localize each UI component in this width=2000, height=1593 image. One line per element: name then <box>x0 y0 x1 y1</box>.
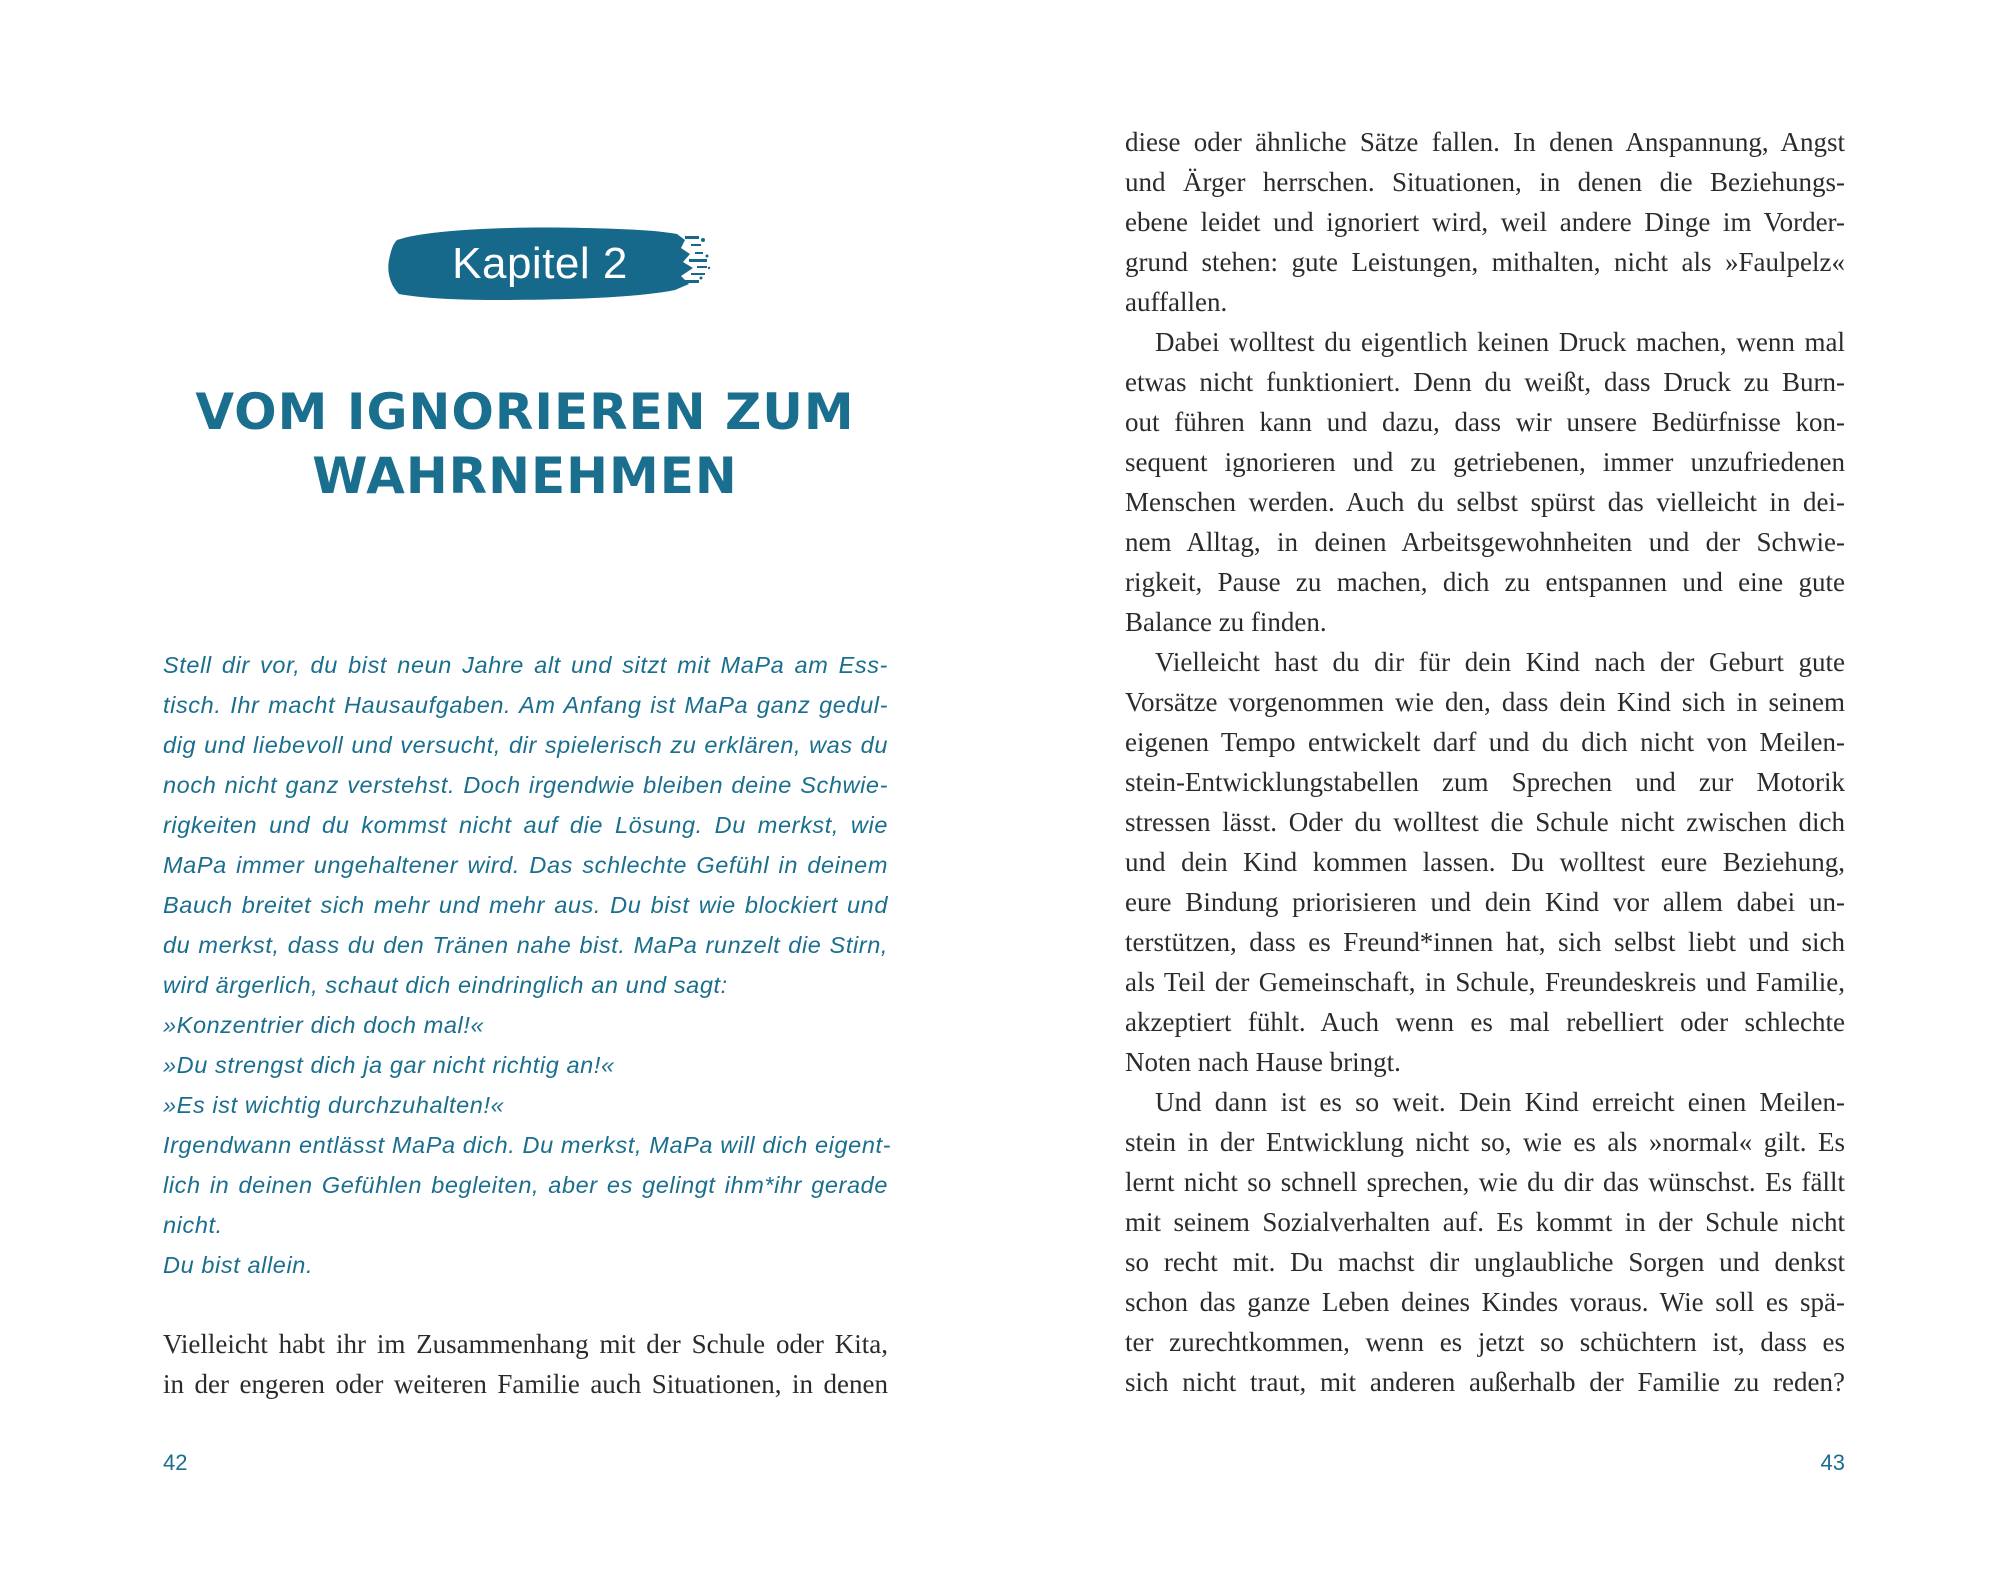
body-line: out führen kann und dazu, dass wir unsere Bedürfnisse kon- <box>1125 407 1845 437</box>
body-line: und Ärger herrschen. Situationen, in denen die Beziehungs- <box>1125 167 1845 197</box>
body-line: Vielleicht hast du dir für dein Kind nach der Geburt gute <box>1155 647 1845 677</box>
intro-line: lich in deinen Gefühlen begleiten, aber es gelingt ihm*ihr gerade <box>163 1172 888 1198</box>
body-line: sequent ignorieren und zu getriebenen, immer unzufriedenen <box>1125 447 1845 477</box>
body-line: stein in der Entwicklung nicht so, wie es als »normal« gilt. Es <box>1125 1127 1845 1157</box>
body-line: mit seinem Sozialverhalten auf. Es kommt in der Schule nicht <box>1125 1207 1845 1237</box>
body-line: auffallen. <box>1125 287 1228 317</box>
body-line: ter zurechtkommen, wenn es jetzt so schüchtern ist, dass es <box>1125 1327 1845 1357</box>
quote-line: »Du strengst dich ja gar nicht richtig an!« <box>163 1052 615 1078</box>
body-line: Vielleicht habt ihr im Zusammenhang mit der Schule oder Kita, <box>163 1329 888 1359</box>
body-line: eure Bindung priorisieren und dein Kind vor allem dabei un- <box>1125 887 1845 917</box>
intro-line: tisch. Ihr macht Hausaufgaben. Am Anfang ist MaPa ganz gedul- <box>163 692 888 718</box>
page-number: 43 <box>1820 1450 1845 1475</box>
chapter-label: Kapitel 2 <box>452 239 628 288</box>
body-line: diese oder ähnliche Sätze fallen. In denen Anspannung, Angst <box>1125 127 1845 157</box>
intro-line: Stell dir vor, du bist neun Jahre alt und sitzt mit MaPa am Ess- <box>163 652 888 678</box>
chapter-title <box>160 380 890 508</box>
body-line: nem Alltag, in deinen Arbeitsgewohnheiten und der Schwie- <box>1125 527 1845 557</box>
body-line: rigkeit, Pause zu machen, dich zu entspannen und eine gute <box>1125 567 1845 597</box>
chapter-badge <box>385 218 715 310</box>
chapter-title-line: WAHRNEHMEN <box>312 447 738 505</box>
intro-line: noch nicht ganz verstehst. Doch irgendwie bleiben deine Schwie- <box>163 772 888 798</box>
intro-line: wird ärgerlich, schaut dich eindringlich an und sagt: <box>163 972 728 998</box>
right-page <box>1000 0 2000 1593</box>
page-number: 42 <box>163 1450 188 1475</box>
body-line: Noten nach Hause bringt. <box>1125 1047 1401 1077</box>
intro-scenario <box>163 645 892 1285</box>
body-line: grund stehen: gute Leistungen, mithalten, nicht als »Faulpelz« <box>1125 247 1845 277</box>
body-line: akzeptiert fühlt. Auch wenn es mal rebelliert oder schlechte <box>1125 1007 1845 1037</box>
body-paragraph <box>163 1324 888 1404</box>
intro-line: MaPa immer ungehaltener wird. Das schlechte Gefühl in deinem <box>163 852 888 878</box>
body-line: schon das ganze Leben deines Kindes voraus. Wie soll es spä- <box>1125 1287 1845 1317</box>
body-line: terstützen, dass es Freund*innen hat, sich selbst liebt und sich <box>1125 927 1845 957</box>
intro-line: du merkst, dass du den Tränen nahe bist. MaPa runzelt die Stirn, <box>163 932 888 958</box>
body-line: Dabei wolltest du eigentlich keinen Druck machen, wenn mal <box>1155 327 1845 357</box>
intro-line: rigkeiten und du kommst nicht auf die Lösung. Du merkst, wie <box>163 812 888 838</box>
body-line: stressen lässt. Oder du wolltest die Schule nicht zwischen dich <box>1125 807 1845 837</box>
body-line: Und dann ist es so weit. Dein Kind erreicht einen Meilen- <box>1155 1087 1845 1117</box>
quote-line: »Konzentrier dich doch mal!« <box>163 1012 485 1038</box>
body-line: so recht mit. Du machst dir unglaubliche Sorgen und denkst <box>1125 1247 1845 1277</box>
body-line: und dein Kind kommen lassen. Du wolltest eure Beziehung, <box>1125 847 1845 877</box>
intro-line: nicht. <box>163 1212 223 1238</box>
body-line: ebene leidet und ignoriert wird, weil andere Dinge im Vorder- <box>1125 207 1845 237</box>
body-line: Vorsätze vorgenommen wie den, dass dein Kind sich in seinem <box>1125 687 1845 717</box>
body-line: Menschen werden. Auch du selbst spürst das vielleicht in dei- <box>1125 487 1845 517</box>
body-line: Balance zu finden. <box>1125 607 1327 637</box>
intro-line: dig und liebevoll und versucht, dir spielerisch zu erklären, was du <box>163 732 888 758</box>
chapter-title-line: VOM IGNORIEREN ZUM <box>195 383 855 441</box>
body-line: eigenen Tempo entwickelt darf und du dich nicht von Meilen- <box>1125 727 1845 757</box>
intro-line: Du bist allein. <box>163 1252 314 1278</box>
body-line: etwas nicht funktioniert. Denn du weißt, dass Druck zu Burn- <box>1125 367 1845 397</box>
body-text <box>1125 122 1845 1402</box>
intro-line: Bauch breitet sich mehr und mehr aus. Du bist wie blockiert und <box>163 892 888 918</box>
intro-line: Irgendwann entlässt MaPa dich. Du merkst, MaPa will dich eigent- <box>163 1132 892 1158</box>
quote-line: »Es ist wichtig durchzuhalten!« <box>163 1092 505 1118</box>
body-line: lernt nicht so schnell sprechen, wie du dir das wünschst. Es fällt <box>1125 1167 1845 1197</box>
body-line: stein-Entwicklungstabellen zum Sprechen und zur Motorik <box>1125 767 1845 797</box>
body-line: in der engeren oder weiteren Familie auch Situationen, in denen <box>163 1369 888 1399</box>
body-line: sich nicht traut, mit anderen außerhalb der Familie zu reden? <box>1125 1367 1845 1397</box>
body-line: als Teil der Gemeinschaft, in Schule, Freundeskreis und Familie, <box>1125 967 1845 997</box>
